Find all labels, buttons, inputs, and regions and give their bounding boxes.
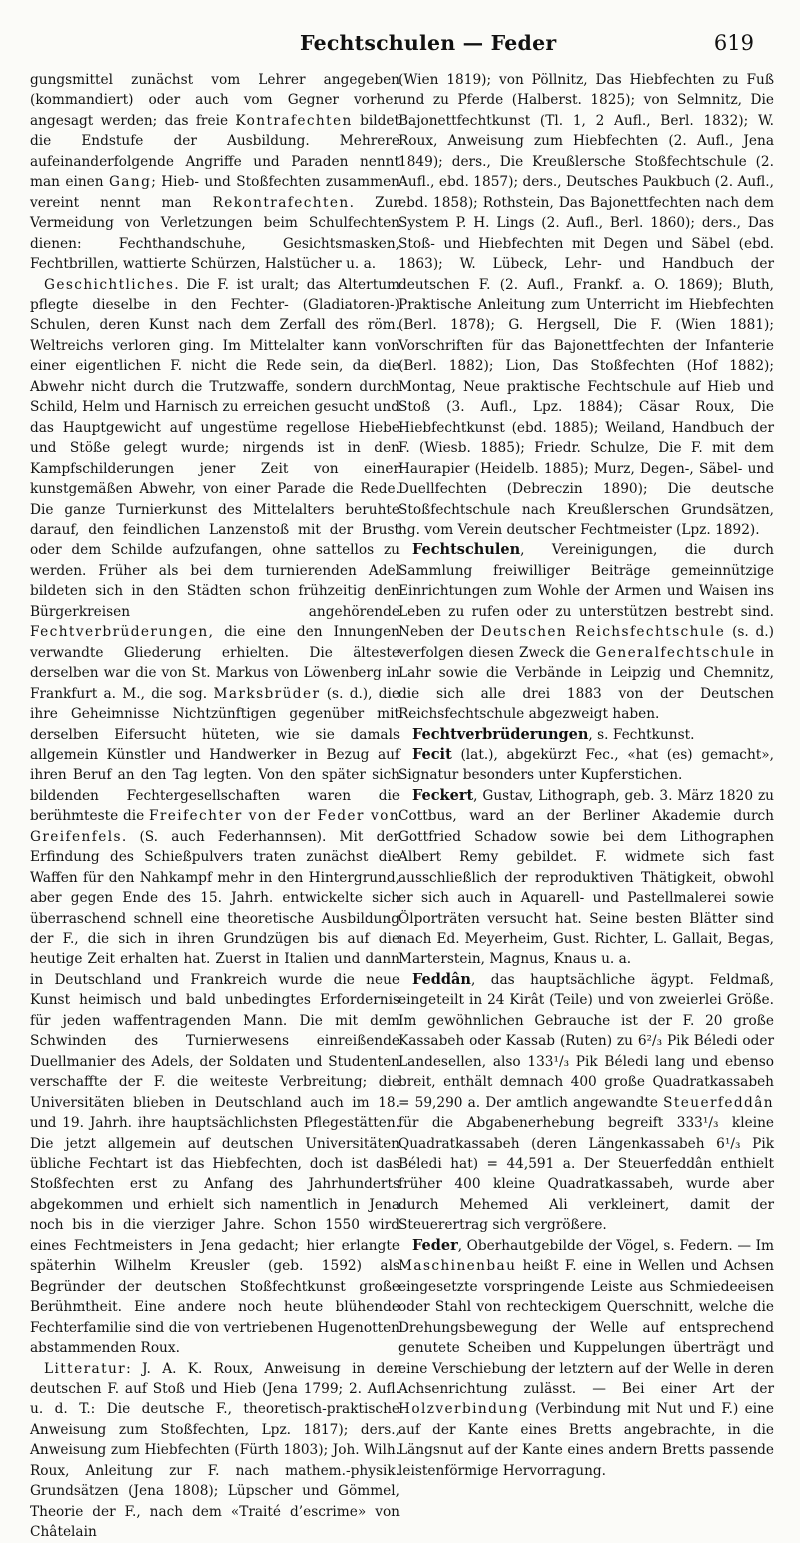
spaced-term: Freifechter von der Feder von Greifenfels — [30, 808, 400, 845]
entry-feddan — [398, 970, 774, 1236]
text-run: heißt F. eine in Wellen und Achsen eingesetzte vorspringende Leiste aus Schmiedeeisen oder Stahl von rechteckigem Querschnitt, welche die Drehungsbewegung der Welle auf entsprechend genutete Scheiben und Kuppelungen überträgt und eine Verschiebung der letztern auf der Welle in deren Achsenrichtung zulässt. — Bei einer Art der — [398, 1258, 774, 1397]
left-column — [30, 70, 400, 1543]
text-run: ; Hieb- und Stoßfechten zusammen vereint nennt man — [30, 174, 400, 211]
entry-headword: Fechtverbrüderungen — [412, 725, 589, 743]
text-run: , die eine den Innungen verwandte Gliederung erhielten. Die älteste derselben war die von St. Markus von Löwenberg in Frankfurt a. M., die sog. — [30, 624, 400, 702]
entry-headword: Feder — [412, 1236, 458, 1254]
right-column — [398, 70, 774, 1481]
spaced-term: Deutschen Reichsfechtschule — [480, 624, 726, 641]
entry-fechtschulen — [398, 540, 774, 724]
text-run: bildet die Endstufe der Ausbildung. Mehrere aufeinanderfolgende Angriffe und Paraden nennt man einen — [30, 112, 400, 191]
paragraph-history — [30, 275, 400, 1359]
entry-headword: Fechtschulen — [412, 541, 521, 559]
text-run: . Zur Vermeidung von Verletzungen beim Schulfechten dienen: Fechthandschuhe, Gesichtsmasken, Fechtbrillen, wattierte Schürzen, Halstücher u. a. — [30, 194, 400, 273]
spaced-term: Maschinenbau — [398, 1258, 517, 1275]
spaced-term: Holzverbindung — [398, 1401, 529, 1418]
entry-headword: Feddân — [412, 970, 471, 988]
spaced-term: Fechtverbrüderungen — [30, 624, 209, 641]
spaced-term: Kontrafechten — [235, 112, 353, 129]
text-run: , Oberhautgebilde der Vögel, s. Federn. — Im — [457, 1237, 774, 1254]
page-header — [0, 30, 800, 56]
text-run: gungsmittel zunächst vom Lehrer angegeben (kommandiert) oder auch vom Gegner vorher angesagt werden; das freie — [30, 72, 400, 129]
entry-headword: Fecit — [412, 745, 452, 763]
text-run: . (S. auch Federhannsen). Mit der Erfindung des Schießpulvers traten zunächst die Waffen für den Nahkampf mehr in den Hintergrund, aber gegen Ende des 15. Jahrh. entwickelte sich überraschend schnell eine theoretische Ausbildung der F., die sich in ihren Grundzügen bis auf die heutige Zeit erhalten hat. Zuerst in Italien und dann in Deutschland und Frankreich wurde die neue Kunst heimisch und bald unbedingtes Erfordernis für jeden waffentragenden Mann. Die mit dem Schwinden des Turnierwesens einreißende Duellmanier des Adels, der Soldaten und Studenten verschaffte der F. die weiteste Verbreitung; die Universitäten blieben in Deutschland auch im 18. und 19. Jahrh. ihre hauptsächlichsten Pflegestätten. Die jetzt allgemein auf deutschen Universitäten übliche Fechtart ist das Hiebfechten, doch ist das Stoßfechten erst zu Anfang des Jahrhunderts abgekommen und erhielt sich namentlich in Jena noch bis in die vierziger Jahre. Schon 1550 wird eines Fechtmeisters in Jena gedacht; hier erlangte späterhin Wilhelm Kreusler (geb. 1592) als Begründer der deutschen Stoßfechtkunst große Berühmtheit. Eine andere noch heute blühende Fechterfamilie sind die von vertriebenen Hugenotten abstammenden Roux. — [30, 828, 400, 1357]
entry-feckert — [398, 786, 774, 970]
text-run: (s. d.) verfolgen diesen Zweck die — [398, 624, 774, 661]
spaced-term: Litteratur — [44, 1360, 127, 1377]
text-run: , das hauptsächliche ägypt. Feldmaß, eingeteilt in 24 Kirât (Teile) und von zweierlei Größe. Im gewöhnlichen Gebrauche ist der F. 20 große Kassabeh oder Kassab (Ruten) zu 6²/₃ Pik Béledi oder Landesellen, also 133¹/₃ Pik Béledi lang und ebenso breit, enthält demnach 400 große Quadratkassabeh = 59,290 a. Der amtlich angewandte — [398, 971, 774, 1111]
text-run: (s. d.), die ihre Geheimnisse Nichtzünftigen gegenüber mit derselben Eifersucht hüteten, wie sie damals allgemein Künstler und Handwerker in Bezug auf ihren Beruf an den Tag legten. Von den später sich bildenden Fechtergesellschaften waren die berühmteste die — [30, 685, 401, 825]
text-run: , s. Fechtkunst. — [588, 726, 695, 743]
spaced-term: Rekontrafechten — [212, 194, 350, 211]
spaced-term: Marksbrüder — [213, 685, 321, 702]
page-number: 619 — [713, 31, 754, 55]
spaced-term: Gang — [108, 174, 152, 191]
text-run: , Gustav, Lithograph, geb. 3. März 1820 zu Cottbus, ward an der Berliner Akademie durch Gottfried Schadow sowie bei dem Lithographen Albert Remy gebildet. F. widmete sich fast ausschließlich der reproduktiven Thätigkeit, obwohl er sich auch in Aquarell- und Pastellmalerei sowie Ölporträten versucht hat. Seine besten Blätter sind nach Ed. Meyerheim, Gust. Richter, L. Gallait, Begas, Marterstein, Magnus, Knaus u. a. — [398, 787, 774, 968]
entry-headword: Feckert — [412, 786, 474, 804]
text-run: (Wien 1819); von Pöllnitz, Das Hiebfechten zu Fuß und zu Pferde (Halberst. 1825); von Selmnitz, Die Bajonettfechtkunst (Tl. 1, 2 Aufl., Berl. 1832); W. Roux, Anweisung zum Hiebfechten (2. Aufl., Jena 1849); ders., Die Kreußlersche Stoßfechtschule (2. Aufl., ebd. 1857); ders., Deutsches Paukbuch (2. Aufl., ebd. 1858); Rothstein, Das Bajonettfechten nach dem System P. H. Lings (2. Aufl., Berl. 1860); ders., Das Stoß- und Hiebfechten mit Degen und Säbel (ebd. 1863); W. Lübeck, Lehr- und Handbuch der deutschen F. (2. Aufl., Frankf. a. O. 1869); Bluth, Praktische Anleitung zum Unterricht im Hiebfechten (Berl. 1878); G. Hergsell, Die F. (Wien 1881); Vorschriften für das Bajonettfechten der Infanterie (Berl. 1882); Lion, Das Stoßfechten (Hof 1882); Montag, Neue praktische Fechtschule auf Hieb und Stoß (3. Aufl., Lpz. 1884); Cäsar Roux, Die Hiebfechtkunst (ebd. 1885); Weiland, Handbuch der F. (Wiesb. 1885); Friedr. Schulze, Die F. mit dem Haurapier (Heidelb. 1885); Murz, Degen-, Säbel- und Duellfechten (Debreczin 1890); Die deutsche Stoßfechtschule nach Kreußlerschen Grundsätzen, hg. vom Verein deutscher Fechtmeister (Lpz. 1892). — [398, 72, 774, 538]
text-run: . Die F. ist uralt; das Altertum pflegte dieselbe in den Fechter- (Gladiatoren-) Schulen, deren Kunst nach dem Zerfall des röm. Weltreichs verloren ging. Im Mittelalter kann von einer eigentlichen F. nicht die Rede sein, da die Abwehr nicht durch die Trutzwaffe, sondern durch Schild, Helm und Harnisch zu erreichen gesucht und das Hauptgewicht auf ungestüme regellose Hiebe und Stöße gelegt wurde; nirgends ist in den Kampfschilderungen jener Zeit von einer kunstgemäßen Abwehr, von einer Parade die Rede. Die ganze Turnierkunst des Mittelalters beruhte darauf, den feindlichen Lanzenstoß mit der Brust oder dem Schilde aufzufangen, ohne sattellos zu werden. Früher als bei dem turnierenden Adel bildeten sich in den Städten schon frühzeitig den Bürgerkreisen angehörende — [30, 276, 400, 620]
paragraph-literature-continued — [398, 70, 774, 540]
running-head: Fechtschulen — Feder — [300, 31, 557, 55]
entry-feder — [398, 1236, 774, 1481]
spaced-term: Steuerfeddân — [663, 1094, 774, 1111]
text-run: (Verbindung mit Nut und F.) eine auf der Kante eines Bretts angebrachte, in die Längsnut auf der Kante eines andern Bretts passende leistenförmige Hervorragung. — [398, 1401, 774, 1479]
paragraph-training — [30, 70, 400, 275]
text-run: für die Abgabenerhebung begreift 333¹/₃ kleine Quadratkassabeh (deren Längenkassabeh 6¹/₃ Pik Béledi hat) = 44,591 a. Der Steuerfeddân enthielt früher 400 kleine Quadratkassabeh, wurde aber durch Mehemed Ali verkleinert, damit der Steuerertrag sich vergrößere. — [398, 1115, 774, 1234]
text-run: : J. A. K. Roux, Anweisung in der deutschen F. auf Stoß und Hieb (Jena 1799; 2. Aufl. u. d. T.: Die deutsche F., theoretisch-praktische Anweisung zum Stoßfechten, Lpz. 1817); ders., Anweisung zum Hiebfechten (Fürth 1803); Joh. Wilh. Roux, Anleitung zur F. nach mathem.-physik. Grundsätzen (Jena 1808); Lüpscher und Gömmel, Theorie der F., nach dem «Traité d’escrime» von Châtelain — [30, 1360, 400, 1541]
text-run: , Vereinigungen, die durch Sammlung freiwilliger Beiträge gemeinnützige Einrichtungen zum Wohle der Armen und Waisen ins Leben zu rufen oder zu unterstützen bestrebt sind. Neben der — [398, 542, 774, 641]
entry-fecit — [398, 745, 774, 786]
spaced-term: Generalfechtschule — [595, 644, 756, 661]
spaced-term: Geschichtliches — [44, 276, 175, 293]
paragraph-literature — [30, 1359, 400, 1543]
text-run: (lat.), abgekürzt Fec., «hat (es) gemacht», Signatur besonders unter Kupferstichen. — [398, 746, 774, 784]
text-run: in Lahr sowie die Verbände in Leipzig und Chemnitz, die sich alle drei 1883 von der Deutschen Reichsfechtschule abgezweigt haben. — [398, 644, 774, 723]
entry-fechtverbruederungen — [398, 725, 774, 745]
